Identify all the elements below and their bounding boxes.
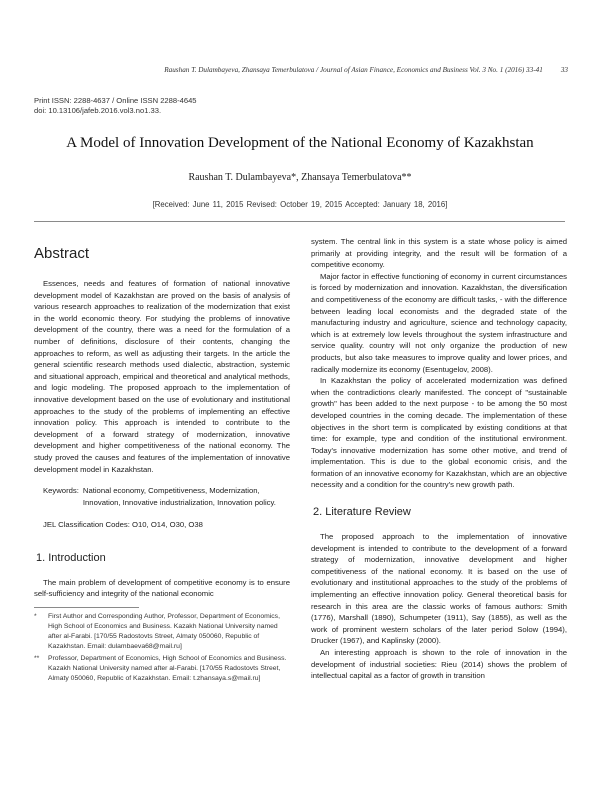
footnote [34,612,290,652]
header-divider [34,221,565,222]
keywords-label: Keywords: [43,486,79,496]
body-paragraph: The proposed approach to the implementation of innovative development is intended to contribute to the development of a forward strategy of modernization, innovative development and higher competitiveness of the national economy. It is based on the use of evolutionary and institutional approaches to the study of the problems of implementing an effective innovation policy. General theoretical basis for research in this area are the classic works of famous authors: Smith (1776), Marshall (1890), Schumpeter (1911), Say (1855), as well as the work of prominent western scholars of the later period Solow (1994), Drucker (1967), and Kaplinsky (2000). [311,532,567,646]
footnote [34,654,290,684]
paper-title: A Model of Innovation Development of the National Economy of Kazakhstan [66,135,534,151]
keywords-value: National economy, Competitiveness, Modernization, Innovation, Innovative industrialization, Innovation policy. [82,486,276,507]
keywords-block [34,485,290,508]
body-paragraph: Major factor in effective functioning of economy in current circumstances is forced by modernization and innovation. Kazakhstan, the diversification and competitiveness of the economy are difficult tasks, - with the difference between leading local economists and the degraded state of the manufacturing industry and agriculture, science and technology capacity, which is at extremely low levels throughout the system infrastructure and service quality. country will not only organize the production of new products, but also take measures to improve quality and lower prices, and radically modernize its economy (Esentugelov, 2008). [311,271,567,374]
continued-paragraph: system. The central link in this system is a state whose policy is aimed primarily at providing integrity, and the result will be formation of a competitive economy. [311,237,567,270]
footnote-text: Professor, Department of Economics, High School of Economics and Business. Kazakh National University named after al-Farabi. [170/55 Radostovts Street, Almaty 050060, Republic of Kazakhstan. Email: t.zhansaya.s@mail.ru] [48,655,287,683]
footnote-divider [34,607,139,608]
body-paragraph: An interesting approach is shown to the role of innovation in the development of industrial societies: Rieu (2014) shows the problem of intellectual capital as a factor of growth in transition [311,648,567,681]
footnote-mark: * [34,613,37,621]
introduction-text: The main problem of development of competitive economy is to ensure self-sufficiency and integrity of the national economic [34,577,290,599]
footnote-mark: ** [34,655,40,663]
body-paragraph: In Kazakhstan the policy of accelerated modernization was defined when the contradictions clearly manifested. The concept of "sustainable growth" has been added to the next purpose - to be among the 50 most developed countries in the coming decade. The implementation of these objectives in the short term is complicated by existing conditions at that time: for example, type and condition of the institutional environment. Today's innovative modernization has some other motive, and trend of implementation. This is due to the global economic crisis, and the formation of an innovative economy for Kazakhstan, which are an objective necessity and a condition for the country's new growth path. [311,376,567,490]
page-number: 33 [560,66,568,74]
jel-codes: JEL Classification Codes: O10, O14, O30, O38 [43,520,203,530]
running-header-text: Raushan T. Dulambayeva, Zhansaya Temerbulatova / Journal of Asian Finance, Economics and Business Vol. 3 No. 1 (2016) 33-41 [164,66,543,74]
doi-line: doi: 10.13106/jafeb.2016.vol3.no1.33. [34,106,162,115]
right-column [311,236,567,682]
issn-block [34,96,197,116]
abstract-heading: Abstract [34,245,90,262]
footnote-text: First Author and Corresponding Author, Professor, Department of Economics, High School of Economics and Business. Kazakh National University named after al-Farabi. [170/55 Radostovts Street, Almaty 050060, Republic of Kazakhstan. Email: dulambaeva68@mail.ru] [48,613,280,651]
author-list: Raushan T. Dulambayeva*, Zhansaya Temerbulatova** [188,172,412,183]
submission-dates: [Received: June 11, 2015 Revised: October 19, 2015 Accepted: January 18, 2016] [152,200,448,209]
abstract-text: Essences, needs and features of formation of national innovative development model of Kazakhstan are proved on the basis of analysis of various research approaches to realization of the modernization that exist in the world economic theory. For studying the problems of innovative development of the country, there was a need for the formulation of a number of definitions, disclosure of their contents, changing the approaches to reform, as well as adjusting their targets. In the article the general scientific research methods used dialectic, abstraction, systemic and situational approach, empirical and theoretical and analytical methods, and logic modeling. The proposed approach to the implementation of innovative development based on the use of evolutionary and institutional approaches to the study of the problems of implementing an effective innovation policy. This approach is intended to contribute to the development of a forward strategy of modernization, innovative development and higher competitiveness of the national economy. The study proved the causes and features of the implementation of innovative development model in Kazakhstan. [34,279,290,474]
left-column [34,236,290,686]
introduction-heading: 1. Introduction [36,551,106,564]
running-header [30,66,568,74]
literature-review-heading: 2. Literature Review [313,506,411,519]
issn-line: Print ISSN: 2288-4637 / Online ISSN 2288-4645 [34,96,197,105]
